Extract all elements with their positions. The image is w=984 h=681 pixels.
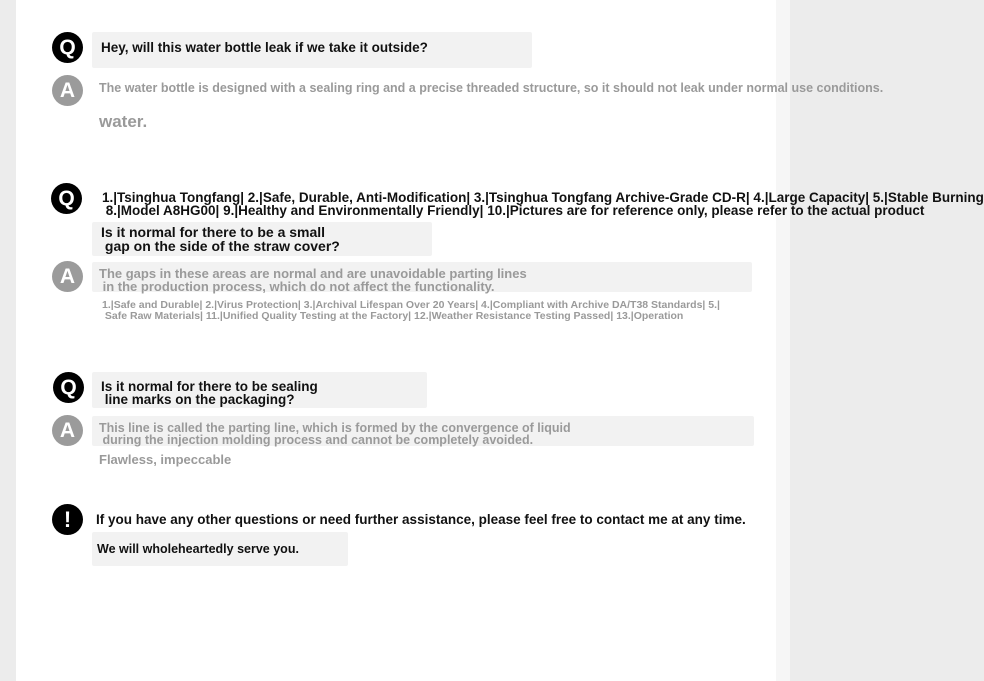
answer-text: during the injection molding process and cannot be completely avoided. — [99, 433, 534, 447]
page-edge — [776, 0, 790, 681]
answer-badge: A — [52, 75, 83, 106]
page-sheet — [16, 0, 776, 681]
question-text: Is it normal for there to be a small — [101, 224, 326, 240]
answer-text: in the production process, which do not affect the functionality. — [99, 279, 495, 294]
question-badge: Q — [53, 372, 84, 403]
answer-text: The water bottle is designed with a sealing ring and a precise threaded structure, so it should not leak under normal use conditions. — [99, 81, 884, 95]
question-badge: Q — [51, 183, 82, 214]
answer-text-continued: water. — [99, 112, 148, 131]
spec-line: 8.|Model A8HG00| 9.|Healthy and Environmentally Friendly| 10.|Pictures are for reference only, please refer to the actual product — [102, 203, 925, 218]
spec-line: 1.|Tsinghua Tongfang| 2.|Safe, Durable, Anti-Modification| 3.|Tsinghua Tongfang Archive-Grade CD-R| 4.|Large Capacity| 5.|Stable Burning — [102, 190, 984, 205]
answer-text: This line is called the parting line, which is formed by the convergence of liquid — [99, 421, 571, 435]
question-text: Is it normal for there to be sealing — [101, 379, 318, 394]
serve-text: We will wholeheartedly serve you. — [97, 542, 299, 556]
question-badge: Q — [52, 32, 83, 63]
contact-text: If you have any other questions or need further assistance, please feel free to contact me at any time. — [96, 512, 746, 527]
question-text: gap on the side of the straw cover? — [101, 238, 340, 254]
answer-badge: A — [52, 261, 83, 292]
feature-line: Safe Raw Materials| 11.|Unified Quality Testing at the Factory| 12.|Weather Resistance Testing Passed| 13.|Operation — [102, 310, 684, 322]
answer-text: The gaps in these areas are normal and are unavoidable parting lines — [99, 266, 527, 281]
question-text: Hey, will this water bottle leak if we take it outside? — [101, 40, 428, 55]
exclamation-icon: ! — [52, 504, 83, 535]
tagline: Flawless, impeccable — [99, 452, 232, 467]
question-text: line marks on the packaging? — [101, 392, 295, 407]
answer-badge: A — [52, 415, 83, 446]
feature-line: 1.|Safe and Durable| 2.|Virus Protection| 3.|Archival Lifespan Over 20 Years| 4.|Compliant with Archive DA/T38 Standards| 5.| — [102, 299, 720, 311]
